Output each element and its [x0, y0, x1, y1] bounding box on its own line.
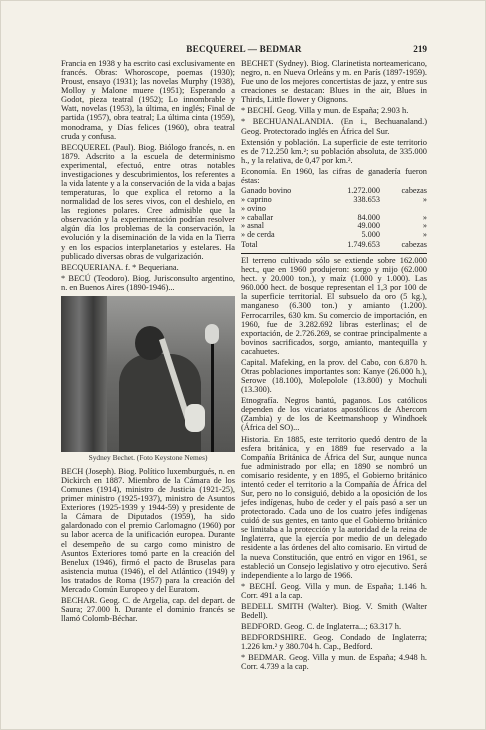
row-value: 5.000 — [361, 230, 380, 240]
photo-caption: Sydney Bechet. (Foto Keystone Nemes) — [88, 452, 208, 462]
row-label: » ovino — [241, 203, 266, 213]
photo-mic-stand — [211, 330, 214, 452]
bechet-photo — [61, 296, 235, 452]
entry-bedfordshire: BEDFORDSHIRE. Geog. Condado de Inglaterra; 1.226 km.² y 380.704 h. Cap., Bedford. — [241, 633, 427, 652]
row-unit: cabezas — [401, 186, 427, 196]
row-label: » de cerda — [241, 230, 275, 240]
row-unit: » — [422, 212, 427, 222]
entry-bech: BECH (Joseph). Biog. Político luxemburgués, n. en Dickirch en 1887. Miembro de la Cámara de los Comunes (1914), ministro de Justicia (1921-25), primer ministro (1925-1937), ministro de Asuntos Exteriores (1925-1939 y 1944-59) y presidente de la Cámara de Diputados (1959), ha sido galardonado con el premio Carlomagno (1960) por su labor acerca de la unificación europea. Durante el desempeño de su cargo como ministro de Asuntos Exteriores tomó parte en la creación del Benelux (1946), firmó el pacto de Bruselas para asistencia mutua (1946), el del Atlántico (1949) y los tratados de Roma (1957) para la creación del Mercado Común Europeo y del Euratom. — [61, 466, 235, 594]
section-agriculture: El terreno cultivado sólo se extiende sobre 162.000 hect., que en 1960 produjeron: sorgo y mijo (62.000 hect. y 20.000 ton.), y maíz (1.000 y 1.000). Las 960.000 hect. de bosque representan el 1,3 por 100 de la superficie territorial. El subsuelo da oro (5 kg.), manganeso (6.300 ton.) y amianto (1.200). Ferrocarriles, 630 km. Su comercio de importación, en 1960, fue de 3.282.692 libras esterlinas; el de exportación, de 2.726.269, se contrae principalmente a bovinos sacrificados, sorgo, amianto, mantequilla y cacahuetes. — [241, 256, 427, 356]
entry-bedford: BEDFORD. Geog. C. de Inglaterra...; 63.317 h. — [241, 622, 402, 632]
section-capital: Capital. Mafeking, en la prov. del Cabo, con 6.870 h. Otras poblaciones importantes son: Kanye (26.000 h.), Serowe (18.100), Molepolole (13.800) y Mochuli (13.300). — [241, 357, 427, 395]
entry-bedell-smith: BEDELL SMITH (Walter). Biog. V. Smith (Walter Bedell). — [241, 601, 427, 620]
total-value: 1.749.653 — [347, 240, 380, 250]
entry-bechi: * BECHÍ. Geog. Villa y mun. de España; 2.903 h. — [241, 106, 409, 116]
row-label: » caprino — [241, 194, 272, 204]
row-value: 49.000 — [357, 221, 380, 231]
row-unit — [380, 205, 427, 214]
left-column — [61, 59, 235, 625]
entry-bechar: BECHAR. Geog. C. de Argelia, cap. del depart. de Saura; 27.000 h. Durante el dominio francés se llamó Colomb-Béchar. — [61, 596, 235, 624]
entry-beckett-cont: Francia en 1938 y ha escrito casi exclusivamente en francés. Obras: Whoroscope, poemas (1930); Proust, ensayo (1931); las novelas Murphy (1938), Molloy y Malone muere (1951); Esperando a Godot, pieza teatral (1952); Lo innombrable y Watt, novelas (1953), la última, en inglés; Final de partida (1957), obra teatral; La última cinta (1959), monodrama, y Días felices (1960), obra teatral cruda y confusa. — [61, 59, 235, 141]
entry-bechi-2: * BECHÍ. Geog. Villa y mun. de España; 1.146 h. Corr. 491 a la cap. — [241, 581, 427, 600]
entry-becqueriana: BECQUERIANA. f. * Bequeriana. — [61, 262, 179, 272]
row-value: 84.000 — [357, 212, 380, 222]
livestock-table — [241, 187, 427, 250]
right-column — [241, 59, 427, 673]
row-label: » caballar — [241, 212, 274, 222]
entry-bechuanalandia: * BECHUANALANDIA. (En i., Bechuanaland.) Geog. Protectorado inglés en África del Sur. — [241, 117, 427, 136]
row-value: 338.653 — [353, 194, 380, 204]
section-economia: Economía. En 1960, las cifras de ganadería fueron éstas: — [241, 166, 427, 185]
total-label: Total — [241, 240, 258, 250]
row-unit: » — [422, 221, 427, 231]
table-total-row — [241, 240, 427, 250]
section-extension: Extensión y población. La superficie de este territorio es de 712.250 km.²; su población absoluta, de 335.000 h., y la relativa, de 0,47 por km.². — [241, 137, 427, 165]
photo-curtain — [61, 296, 107, 452]
photo-clarinet-bell — [185, 404, 205, 432]
row-value: 1.272.000 — [347, 186, 380, 196]
entry-becquerel: BECQUEREL (Paul). Biog. Biólogo francés, n. en 1879. Adscrito a la escuela de determinismo experimental, efectuó, entre otras notables investigaciones y descubrimientos, los referentes a la vida latente y a la conservación de la vida a bajas temperaturas, lo que explica el retorno a la normalidad de los seres vivos, con el deshielo, en las regiones polares. Cree admisible que la observación y la experimentación podrían resolver algún día los problemas de la conservación, la evolución y la diseminación de la vida en la Tierra y en los espacios interplanetarios y estelares. Ha publicado diversas obras de vulgarización. — [61, 142, 235, 261]
row-label: » asnal — [241, 221, 264, 231]
table-row — [241, 196, 427, 205]
entry-bedmar: * BEDMAR. Geog. Villa y mun. de España; 4.948 h. Corr. 4.739 a la cap. — [241, 653, 427, 672]
total-unit: cabezas — [401, 240, 427, 250]
table-row — [241, 231, 427, 240]
table-divider — [241, 253, 427, 254]
section-historia: Historia. En 1885, este territorio quedó dentro de la esfera británica, y en 1889 fue reservado a la Compañía Británica de África del Sur, aunque nunca fue administrado por ella; en 1890 se nombró un comisario residente, y en 1895, el Gobierno británico intentó ceder el territorio a la Compañía de África del Sur, pero no lo consiguió, debido a la oposición de los jefes indígenas, hubo de ceder y el país pasó a ser un protectorado. Cada uno de los cuatro jefes indígenas cuidó de sus gentes, en tanto que el Gobierno británico se limitaba a la protección y la autoridad de la reina de Inglaterra, que la ejercía por medio de un delegado residente a las órdenes del alto comisario. En virtud de la nueva Constitución, que entró en vigor en 1961, se estableció un Consejo legislativo y otro ejecutivo. Será independiente a lo largo de 1966. — [241, 434, 427, 580]
running-title: BECQUEREL — BEDMAR — [186, 44, 302, 54]
entry-becu: * BECÚ (Teodoro). Biog. Jurisconsulto argentino, n. en Buenos Aires (1890-1946)... — [61, 273, 235, 292]
page-number: 219 — [413, 44, 427, 54]
photo-microphone — [205, 324, 219, 344]
photo-musician-body — [119, 354, 201, 452]
row-label: Ganado bovino — [241, 186, 292, 196]
section-etnografia: Etnografía. Negros bantú, paganos. Los católicos dependen de los vicariatos apostólicos de Abercorn (Zambia) y de los de Keetmanshoop y Windhoek (África del SO)... — [241, 396, 427, 433]
page-header — [61, 45, 427, 57]
table-row — [241, 214, 427, 223]
entry-bechet: BECHET (Sydney). Biog. Clarinetista norteamericano, negro, n. en Nueva Orleáns y m. en París (1897-1959). Fue uno de los mejores concertistas de jazz, y entre sus creaciones se destacan: Blues in the air, Blues in Thirds, Little flower y Oignons. — [241, 59, 427, 105]
row-unit: » — [422, 194, 427, 204]
row-unit: » — [422, 230, 427, 240]
